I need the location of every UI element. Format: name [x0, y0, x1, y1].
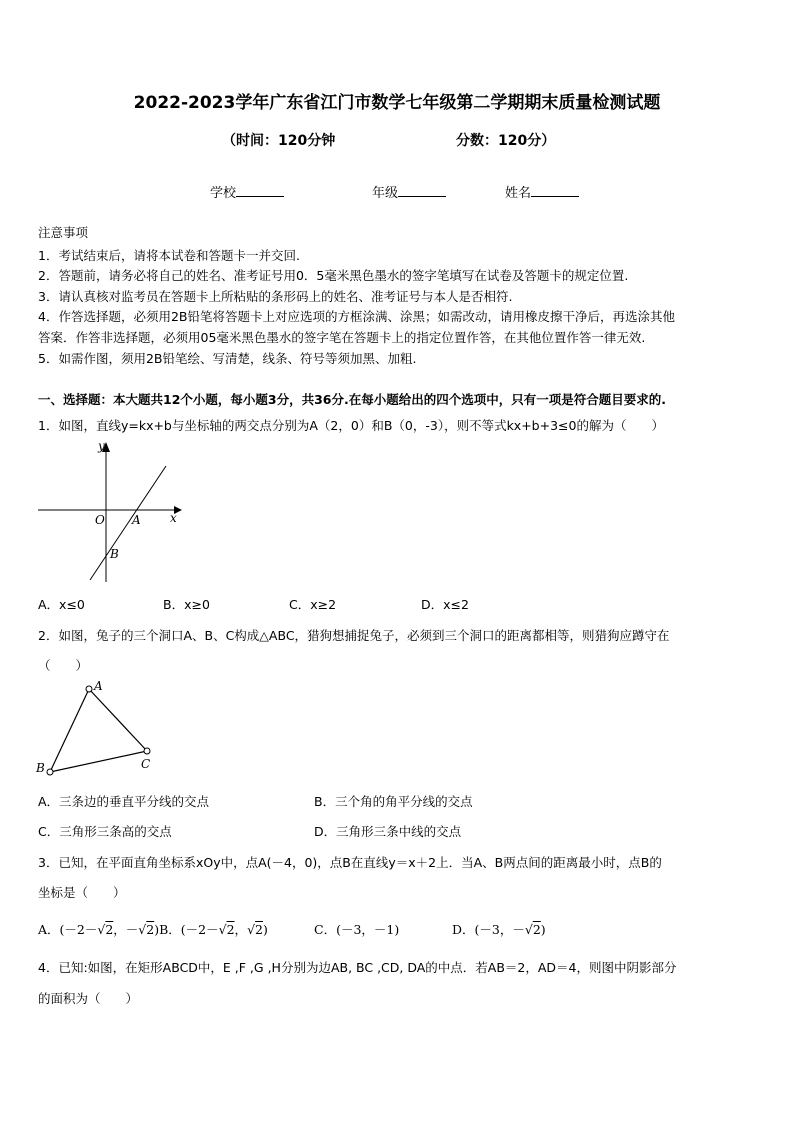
sqrt-icon: √: [524, 922, 533, 937]
point-a-label: A: [132, 513, 141, 527]
grade-field: [372, 182, 446, 201]
section-heading: 一、选择题：本大题共12个小题，每小题3分，共36分.在每小题给出的四个选项中，只有一项是符合题目要求的.: [38, 392, 666, 407]
point-b-label: B: [110, 547, 119, 561]
question-2-text: 2．如图，兔子的三个洞口A、B、C构成△ABC，猎狗想捕捉兔子，必须到三个洞口的距离都相等，则猎狗应蹲守在: [38, 628, 670, 643]
notice-item-4-cont: 答案．作答非选择题，必须用05毫米黑色墨水的签字笔在答题卡上的指定位置作答，在其他位置作答一律无效.: [38, 330, 646, 345]
question-2-triangle-figure: [34, 678, 164, 778]
question-4-text-cont: 的面积为（ ）: [38, 991, 139, 1006]
exam-title: 2022-2023学年广东省江门市数学七年级第二学期期末质量检测试题: [133, 93, 661, 113]
notice-item-1: 1．考试结束后，请将本试卷和答题卡一并交回.: [38, 248, 300, 263]
question-3-text-cont: 坐标是（ ）: [38, 885, 126, 900]
hole-a: [86, 686, 92, 692]
x-axis-label: x: [170, 511, 177, 525]
school-label: 学校: [210, 186, 237, 201]
question-1-option-d: D．x≤2: [421, 597, 469, 612]
question-1-option-b: B．x≥0: [163, 597, 210, 612]
question-2-option-c: C．三角形三条高的交点: [38, 824, 172, 839]
name-field: [505, 182, 579, 201]
sqrt-icon: √: [138, 922, 147, 937]
school-blank: [236, 184, 284, 197]
question-1-figure: [36, 436, 186, 586]
question-2-option-b: B．三个角的角平分线的交点: [314, 794, 473, 809]
hole-c: [144, 748, 150, 754]
school-field: [210, 182, 284, 201]
triangle-abc: [50, 689, 147, 772]
notice-item-4: 4．作答选择题，必须用2B铅笔将答题卡上对应选项的方框涂满、涂黑；如需改动，请用橡皮擦干净后，再选涂其他: [38, 309, 675, 324]
name-label: 姓名: [505, 186, 532, 201]
notice-item-2: 2．答题前，请务必将自己的姓名、准考证号用0．5毫米黑色墨水的签字笔填写在试卷及答题卡的规定位置.: [38, 268, 629, 283]
question-2-paren: （ ）: [38, 658, 89, 673]
question-2-option-d: D．三角形三条中线的交点: [314, 824, 462, 839]
question-3-option-c: C．(－3，－1): [314, 922, 400, 937]
vertex-c-label: C: [141, 757, 151, 771]
sqrt-icon: √: [247, 922, 256, 937]
notice-item-3: 3．请认真核对监考员在答题卡上所粘贴的条形码上的姓名、准考证号与本人是否相符.: [38, 289, 513, 304]
name-blank: [531, 184, 579, 197]
notice-item-5: 5．如需作图，须用2B铅笔绘、写清楚，线条、符号等须加黑、加粗.: [38, 351, 417, 366]
grade-blank: [398, 184, 446, 197]
hole-b: [47, 769, 53, 775]
sqrt-icon: √: [97, 922, 106, 937]
vertex-b-label: B: [36, 761, 45, 775]
question-4-text: 4．已知:如图，在矩形ABCD中，E ,F ,G ,H分别为边AB, BC ,CD, DA的中点．若AB＝2，AD＝4，则图中阴影部分: [38, 960, 677, 975]
question-1-text: 1．如图，直线y=kx+b与坐标轴的两交点分别为A（2，0）和B（0，-3），则不等式kx+b+3≤0的解为（ ）: [38, 418, 664, 433]
question-3-options: [38, 920, 268, 938]
y-axis-label: y: [98, 439, 105, 453]
question-3-option-d: D．(－3，－√2): [452, 922, 546, 937]
question-2-option-a: A．三条边的垂直平分线的交点: [38, 794, 210, 809]
sqrt-icon: √: [218, 922, 227, 937]
question-3-text: 3．已知，在平面直角坐标系xOy中，点A(－4，0)，点B在直线y＝x＋2上．当A、B两点间的距离最小时，点B的: [38, 855, 662, 870]
notice-heading: 注意事项: [38, 225, 89, 240]
full-score: 分数：120分）: [456, 133, 556, 149]
question-1-option-a: A．x≤0: [38, 597, 85, 612]
question-3-option-b: B．(－2－√2，√2): [159, 922, 268, 937]
question-1-option-c: C．x≥2: [289, 597, 337, 612]
time-limit: （时间：120分钟: [222, 133, 336, 149]
vertex-a-label: A: [94, 679, 103, 693]
origin-label: O: [95, 513, 105, 527]
grade-label: 年级: [372, 186, 399, 201]
question-3-option-a: A．(－2－√2，－√2): [38, 922, 160, 937]
